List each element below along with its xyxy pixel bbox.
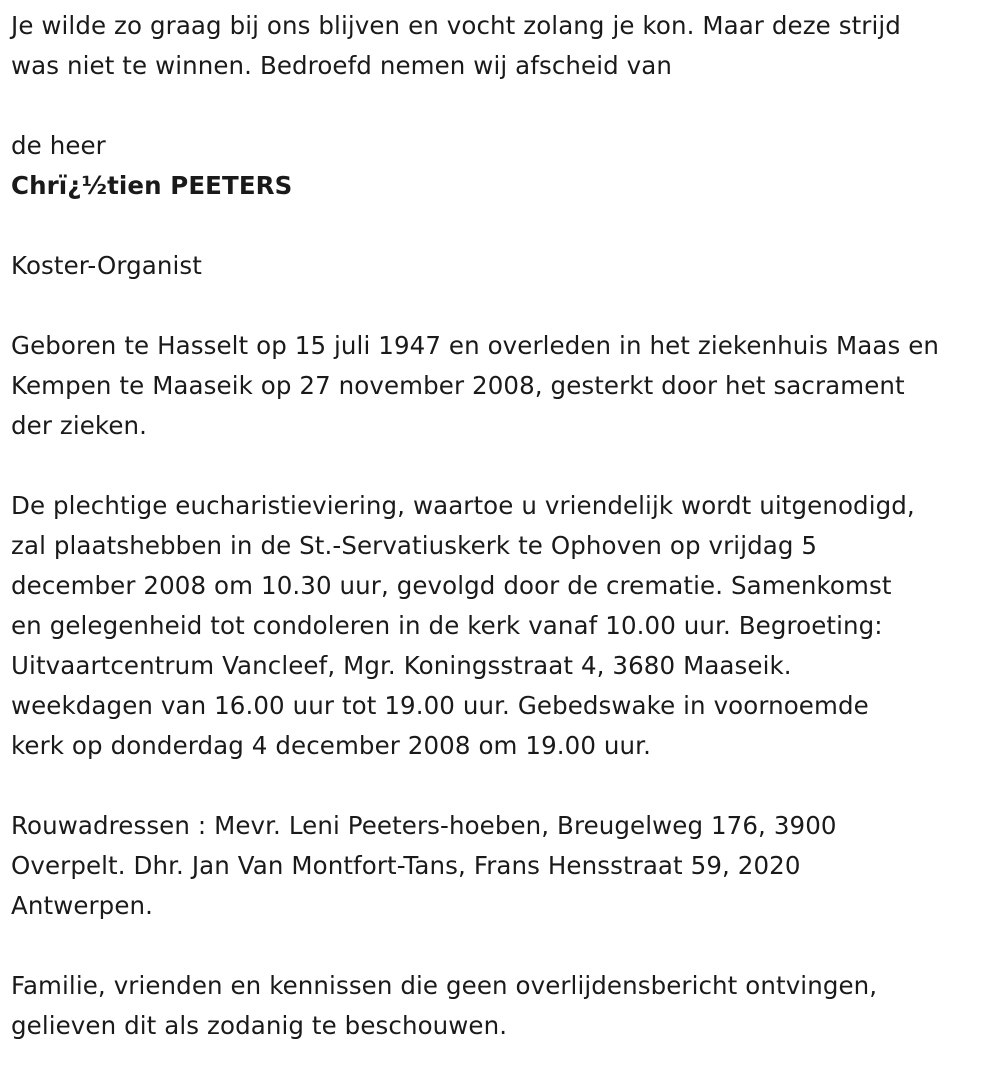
birth-death-paragraph	[11, 326, 996, 446]
addresses-line: Overpelt. Dhr. Jan Van Montfort-Tans, Frans Hensstraat 59, 2020	[11, 851, 801, 880]
ceremony-line: Uitvaartcentrum Vancleef, Mgr. Koningsstraat 4, 3680 Maaseik.	[11, 651, 792, 680]
birth-death-line: der zieken.	[11, 411, 148, 440]
ceremony-line: zal plaatshebben in de St.-Servatiuskerk te Ophoven op vrijdag 5	[11, 531, 818, 560]
birth-death-line: Geboren te Hasselt op 15 juli 1947 en overleden in het ziekenhuis Maas en	[11, 331, 940, 360]
ceremony-line: en gelegenheid tot condoleren in de kerk vanaf 10.00 uur. Begroeting:	[11, 611, 883, 640]
closing-line: Familie, vrienden en kennissen die geen overlijdensbericht ontvingen,	[11, 971, 878, 1000]
closing-line: gelieven dit als zodanig te beschouwen.	[11, 1011, 508, 1040]
paragraph-gap	[11, 206, 996, 246]
ceremony-line: weekdagen van 16.00 uur tot 19.00 uur. Gebedswake in voornoemde	[11, 691, 869, 720]
ceremony-line: De plechtige eucharistieviering, waartoe u vriendelijk wordt uitgenodigd,	[11, 491, 915, 520]
salutation: de heer	[11, 131, 106, 160]
obituary-notice	[11, 6, 996, 1046]
ceremony-line: kerk op donderdag 4 december 2008 om 19.00 uur.	[11, 731, 651, 760]
paragraph-gap	[11, 86, 996, 126]
intro-line: Je wilde zo graag bij ons blijven en vocht zolang je kon. Maar deze strijd	[11, 11, 901, 40]
paragraph-gap	[11, 926, 996, 966]
intro-line: was niet te winnen. Bedroefd nemen wij afscheid van	[11, 51, 673, 80]
deceased-name: Chrï¿½tien PEETERS	[11, 171, 293, 200]
paragraph-gap	[11, 766, 996, 806]
birth-death-line: Kempen te Maaseik op 27 november 2008, gesterkt door het sacrament	[11, 371, 905, 400]
ceremony-line: december 2008 om 10.30 uur, gevolgd door de crematie. Samenkomst	[11, 571, 892, 600]
addresses-line: Rouwadressen : Mevr. Leni Peeters-hoeben, Breugelweg 176, 3900	[11, 811, 837, 840]
deceased-role: Koster-Organist	[11, 251, 203, 280]
ceremony-paragraph	[11, 486, 996, 766]
addresses-paragraph	[11, 806, 996, 926]
paragraph-gap	[11, 286, 996, 326]
intro-paragraph	[11, 6, 996, 86]
closing-paragraph	[11, 966, 996, 1046]
paragraph-gap	[11, 446, 996, 486]
addresses-line: Antwerpen.	[11, 891, 154, 920]
